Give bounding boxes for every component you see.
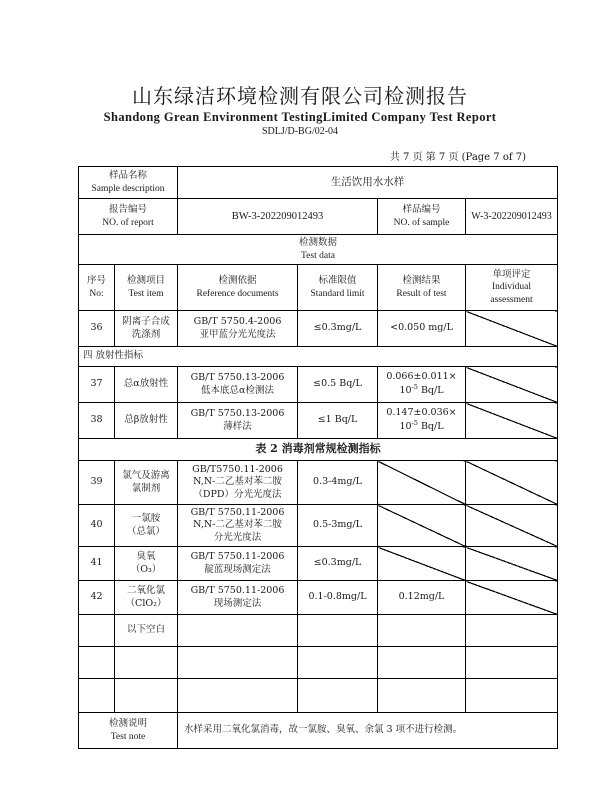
row-basis [178,505,298,547]
sample-label [79,167,178,199]
note-label-en: Test note [110,731,146,742]
row-no: 40 [79,505,115,547]
row-item [115,505,178,547]
row-limit: 0.3-4mg/L [298,461,378,505]
row-basis-line1: GB/T 5750.11-2006 [190,551,285,563]
col-result [378,265,466,311]
row-result: <0.050 mg/L [378,311,466,347]
row-basis-line1: GB/T 5750.11-2006 [190,506,285,518]
row-result-line2 [380,383,463,398]
row-result-line1: 0.147±0.036× [386,407,457,419]
row-basis-line2: 现场测定法 [213,597,262,609]
row-basis-line1: GB/T 5750.13-2006 [190,372,285,384]
row-no: 37 [79,367,115,403]
report-label-cn: 报告编号 [108,204,147,216]
table-row [79,505,558,547]
note-text: 水样采用二氧化氯消毒，故一氯胺、臭氧、余氯 3 项不进行检测。 [178,713,558,749]
row-item-line2: （O₃） [130,563,162,575]
blank-cell [378,647,466,679]
blank-cell [466,615,558,647]
col-basis [178,265,298,311]
row-item-line1: 氯气及游离 [122,470,170,482]
blank-cell [466,679,558,713]
row-item-line1: 二氧化氯 [126,585,165,597]
section-4-title: 四 放射性指标 [79,347,558,367]
test-data-cn: 检测数据 [298,237,337,249]
row-eval-slash [466,547,558,581]
row-no: 42 [79,581,115,615]
col-no-cn: 序号 [86,275,106,287]
row-basis [178,403,298,439]
row-limit: 0.1-0.8mg/L [298,581,378,615]
row-basis-line2: N,N-二乙基对苯二胺 [193,519,282,531]
row-result-slash [378,505,466,547]
row-eval-slash [466,403,558,439]
row-result [378,367,466,403]
blank-cell [298,647,378,679]
report-label [79,199,178,235]
blank-cell [466,647,558,679]
row-basis-line3: （DPD）分光光度法 [193,488,282,500]
row-no: 41 [79,547,115,581]
blank-cell [115,679,178,713]
col-item-en: Test item [128,288,164,299]
row-no: 36 [79,311,115,347]
table-row [79,403,558,439]
note-label [79,713,178,749]
row-basis-line3: 分光光度法 [213,531,262,543]
row-basis [178,547,298,581]
blank-cell [378,615,466,647]
col-basis-en: Reference documents [196,288,279,299]
row-item-line2: 氯制剂 [131,482,161,494]
row-eval-slash [466,311,558,347]
row-no: 38 [79,403,115,439]
sample-label-en: Sample description [91,183,165,194]
col-item [115,265,178,311]
column-header-row [79,265,558,311]
row-basis-line1: GB/T5750.11-2006 [192,463,283,475]
col-limit-en: Standard limit [310,288,365,299]
sample-no-label [378,199,466,235]
blank-cell [378,679,466,713]
blank-cell [115,647,178,679]
row-limit: ≤1 Bq/L [298,403,378,439]
blank-cell [178,615,298,647]
sample-label-cn: 样品名称 [108,170,147,182]
row-limit: ≤0.3mg/L [298,547,378,581]
report-title-en: Shandong Grean Environment TestingLimited Company Test Report [103,110,497,124]
col-result-cn: 检测结果 [402,275,441,287]
result-base: 10 [399,421,412,433]
table-row [79,461,558,505]
page-info: 共 7 页 第 7 页 (Page 7 of 7) [389,152,526,163]
col-eval-en1: Individual [491,282,532,293]
table-row [79,311,558,347]
result-exponent: -5 [411,383,418,392]
report-table [78,166,558,749]
table2-title-row [79,439,558,461]
row-item-line1: 阴离子合成 [122,316,170,328]
sample-value: 生活饮用水水样 [178,167,558,199]
row-item-line2: （ClO₂） [125,597,167,609]
row-item [115,581,178,615]
col-limit [298,265,378,311]
row-basis [178,461,298,505]
col-eval [466,265,558,311]
test-data-heading [79,235,558,265]
col-limit-cn: 标准限值 [318,275,357,287]
row-basis-line2: 靛蓝现场测定法 [204,563,271,575]
report-label-en: NO. of report [102,217,154,228]
col-item-cn: 检测项目 [126,275,165,287]
blank-row [79,647,558,679]
row-basis-line1: GB/T 5750.4-2006 [193,316,282,328]
col-no [79,265,115,311]
row-limit: ≤0.3mg/L [298,311,378,347]
blank-cell [79,615,115,647]
row-basis-line2: 薄样法 [223,420,252,432]
col-eval-en2: assessment [490,294,533,305]
row-limit: ≤0.5 Bq/L [298,367,378,403]
row-result [378,403,466,439]
report-title-cn: 山东绿洁环境检测有限公司检测报告 [132,84,468,108]
row-no: 39 [79,461,115,505]
table2-title: 表 2 消毒剂常规检测指标 [79,439,558,461]
row-eval-slash [466,581,558,615]
table-row [79,581,558,615]
row-eval-slash [466,367,558,403]
sample-no-label-cn: 样品编号 [402,204,441,216]
test-data-row [79,235,558,265]
blank-row [79,615,558,647]
table-row [79,367,558,403]
row-result-line1: 0.066±0.011× [386,371,457,383]
row-eval-slash [466,505,558,547]
blank-text: 以下空白 [115,615,178,647]
row-result: 0.12mg/L [378,581,466,615]
report-row [79,199,558,235]
row-basis [178,311,298,347]
col-eval-cn: 单项评定 [492,268,531,280]
row-item-line1: 臭氧 [136,551,156,563]
test-data-en: Test data [301,250,335,261]
row-basis-line2: N,N-二乙基对苯二胺 [193,476,282,488]
row-item-line2: 洗涤剂 [131,328,161,340]
blank-cell [298,679,378,713]
table-row [79,547,558,581]
row-item [115,547,178,581]
row-basis [178,581,298,615]
blank-row [79,679,558,713]
result-base: 10 [399,385,412,397]
sample-number: W-3-202209012493 [466,199,558,235]
row-result-slash [378,547,466,581]
sample-no-label-en: NO. of sample [393,217,450,228]
col-result-en: Result of test [396,288,447,299]
section-row [79,347,558,367]
note-label-cn: 检测说明 [108,718,147,730]
row-result-slash [378,461,466,505]
row-item-line1: 一氯胺 [131,513,161,525]
row-item [115,311,178,347]
result-unit: Bq/L [417,385,444,397]
row-item-line2: （总氯） [126,525,165,537]
row-basis-line1: GB/T 5750.13-2006 [190,408,285,420]
blank-cell [298,615,378,647]
row-limit: 0.5-3mg/L [298,505,378,547]
col-basis-cn: 检测依据 [218,275,257,287]
row-basis-line1: GB/T 5750.11-2006 [190,585,285,597]
blank-cell [79,679,115,713]
row-item: 总α放射性 [115,367,178,403]
note-row [79,713,558,749]
row-result-line2 [380,419,463,434]
blank-cell [79,647,115,679]
row-basis [178,367,298,403]
result-exponent: -5 [411,419,418,428]
sample-row [79,167,558,199]
document-code: SDLJ/D-BG/02-04 [261,126,339,137]
report-number: BW-3-202209012493 [178,199,378,235]
row-eval-slash [466,461,558,505]
row-item [115,461,178,505]
row-basis-line2: 亚甲蓝分光光度法 [199,328,276,340]
row-basis-line2: 低本底总α检测法 [201,384,274,396]
col-no-en: No: [89,288,104,299]
row-item: 总β放射性 [115,403,178,439]
blank-cell [178,679,298,713]
result-unit: Bq/L [417,421,444,433]
blank-cell [178,647,298,679]
